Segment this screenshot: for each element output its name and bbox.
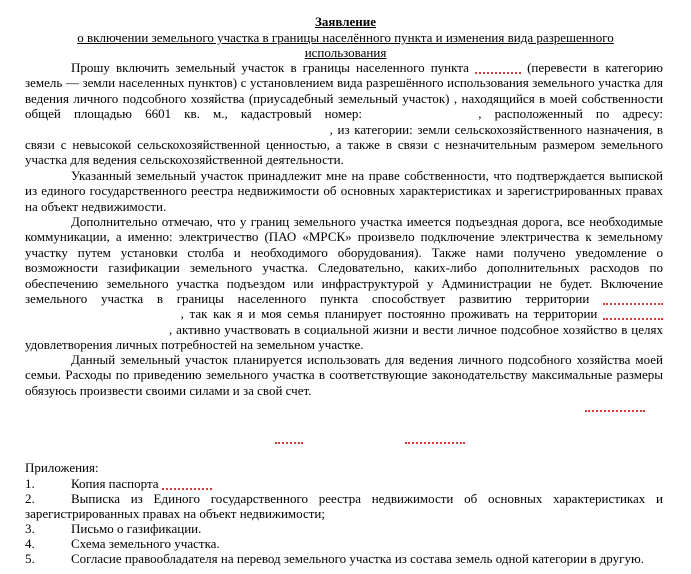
paragraph-1-part-b: (перевести в категорию земель — земли населенных пунктов) с установлением вида разрешённого использования земельного участка для ведения личного подсобного хозяйства (приусадебный земельный участок) , находящийся в моей собственности общей площадью 6601 кв. м., кадастровый номер:	[25, 60, 664, 122]
paragraph-2: Указанный земельный участок принадлежит мне на праве собственности, что подтверждается выпиской из единого государственного реестра недвижимости об основных характеристиках и зарегистрированных правах на объект недвижимости.	[25, 168, 663, 214]
paragraph-3-part-c: , активно участвовать в социальной жизни и вести личное подсобное хозяйство в целях удовлетворения личных потребностей на земельном участке.	[25, 321, 663, 353]
paragraph-3-part-b: , так как я и моя семья планирует постоянно проживать на территории	[180, 306, 598, 322]
spellcheck-mark	[162, 482, 212, 490]
spellcheck-mark	[405, 436, 465, 444]
paragraph-3-part-a: Дополнительно отмечаю, что у границ земельного участка имеется подъездная дорога, все необходимые коммуникации, а именно: электричество (ПАО «МРСК» произвело подключение электричества к земельному участку путем установки столба и необходимого оборудования). Также нами получено уведомление о возможности газификации земельного участка. Следовательно, каких-либо дополнительных расходов по обеспечению земельного участка подъездом или инфраструктурой у Администрации не будет. Включение земельного участка в границы населенного пункта способствует развитию территории	[25, 214, 663, 307]
paragraph-1-part-d: , из категории: земли сельскохозяйственного назначения, в связи с невысокой сельскохозяйственной ценностью, а также в связи с незначительным размером земельного участка для ведения сельскохозяйственной деятельности.	[25, 121, 663, 168]
attachment-item: 1. Копия паспорта	[25, 476, 663, 491]
spellcheck-mark	[275, 436, 303, 444]
document-subtitle-line-2: использования	[304, 45, 387, 60]
attachment-item: 4. Схема земельного участка.	[25, 536, 220, 551]
spellcheck-mark	[603, 297, 663, 305]
attachments-heading: Приложения:	[25, 460, 99, 475]
spellcheck-mark	[585, 404, 645, 412]
attachment-item: 3. Письмо о газификации.	[25, 521, 202, 536]
spellcheck-mark	[603, 312, 663, 320]
paragraph-3	[25, 214, 663, 353]
attachment-item: 2. Выписка из Единого государственного реестра недвижимости об основных характеристиках и зарегистрированных правах на объект недвижимости;	[25, 491, 663, 521]
paragraph-1	[25, 60, 663, 168]
paragraph-4: Данный земельный участок планируется использовать для ведения личного подсобного хозяйства моей семьи. Расходы по приведению земельного участка в соответствующие законодательству максимальные размеры обязуюсь произвести своими силами и за свой счет.	[25, 352, 663, 398]
document-subtitle-line-1: о включении земельного участка в границы населённого пункта и изменения вида разрешенного	[77, 30, 614, 45]
paragraph-1-part-c: , расположенный по адресу:	[478, 106, 664, 122]
document-title: Заявление	[314, 14, 377, 29]
paragraph-1-part-a: Прошу включить земельный участок в границы населенного пункта	[71, 60, 469, 75]
attachment-item: 5. Согласие правообладателя на перевод земельного участка из состава земель одной категории в другую.	[25, 551, 644, 566]
spellcheck-mark	[475, 66, 521, 74]
